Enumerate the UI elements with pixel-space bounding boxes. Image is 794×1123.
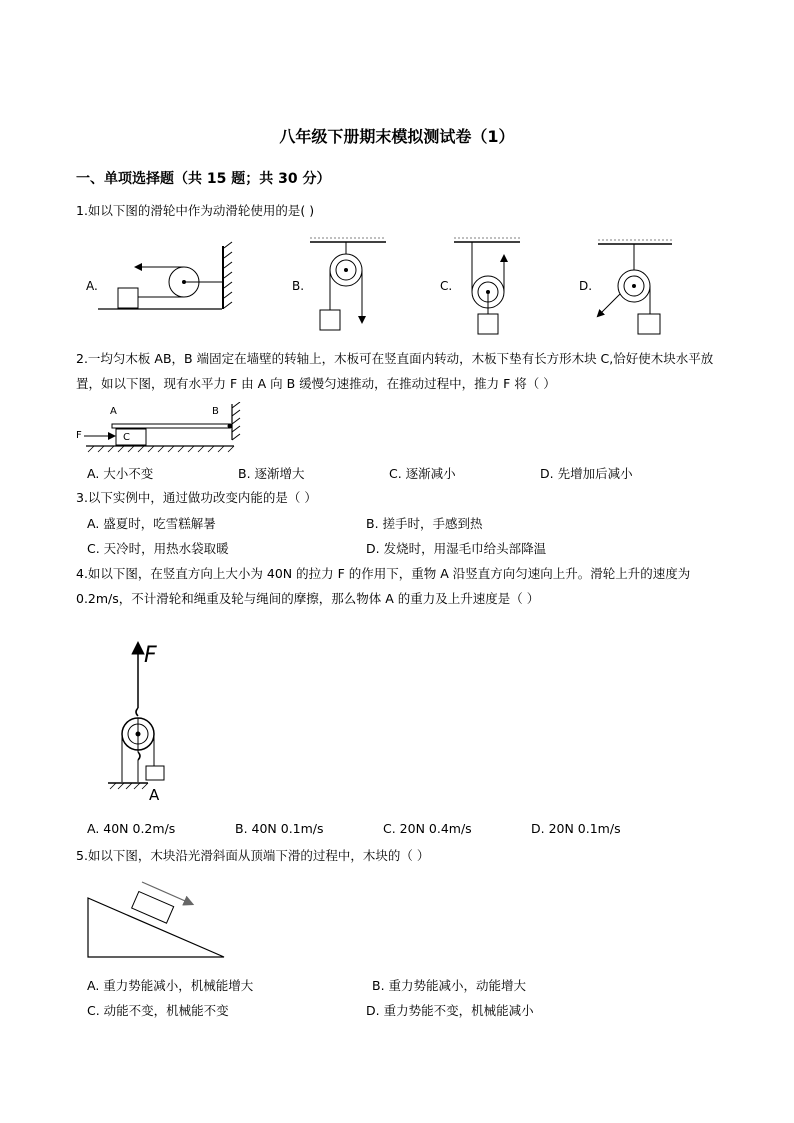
label-b: B (212, 406, 219, 417)
label-c: C (123, 432, 130, 443)
page-title: 八年级下册期末模拟测试卷（1） (279, 127, 515, 146)
question-4-figure (104, 640, 194, 804)
q2-option-c[interactable]: C. 逐渐减小 (389, 466, 456, 481)
figure-1a-label: A. (86, 279, 98, 293)
question-5-figure (84, 878, 234, 960)
question-5-stem: 5.如以下图，木块沿光滑斜面从顶端下滑的过程中，木块的（ ） (76, 848, 430, 863)
q2-option-b[interactable]: B. 逐渐增大 (238, 466, 305, 481)
q3-option-b[interactable]: B. 搓手时，手感到热 (366, 516, 483, 531)
question-4-stem: 4.如以下图，在竖直方向上大小为 40N 的拉力 F 的作用下，重物 A 沿竖直方向匀速向上升。滑轮上升的速度为 0.2m/s，不计滑轮和绳重及轮与绳间的摩擦，那么物体 A 的重力及上升速度是（ ） (76, 566, 691, 606)
label-f: F (76, 430, 82, 441)
question-2-stem: 2.一均匀木板 AB，B 端固定在墙壁的转轴上，木板可在竖直面内转动，木板下垫有长方形木块 C,恰好使木块水平放置，如以下图，现有水平力 F 由 A 向 B 缓慢匀速推动，在推动过程中，推力 F 将（ ） (76, 351, 714, 391)
figure-1d (579, 240, 672, 334)
figure-1d-label: D. (579, 279, 593, 293)
q2-option-d[interactable]: D. 先增加后减小 (540, 466, 633, 481)
label-a: A (110, 406, 117, 417)
q4-option-b[interactable]: B. 40N 0.1m/s (235, 821, 324, 836)
q5-option-c[interactable]: C. 动能不变，机械能不变 (87, 1003, 229, 1018)
q3-option-a[interactable]: A. 盛夏时，吃雪糕解暑 (87, 516, 216, 531)
question-3-stem: 3.以下实例中，通过做功改变内能的是（ ） (76, 490, 317, 505)
question-1-figure (76, 236, 676, 340)
figure-1c (440, 238, 520, 334)
figure-1c-label: C. (440, 279, 453, 293)
q5-option-d[interactable]: D. 重力势能不变，机械能减小 (366, 1003, 534, 1018)
figure-1b (292, 238, 386, 330)
q4-option-c[interactable]: C. 20N 0.4m/s (383, 821, 472, 836)
q4-option-d[interactable]: D. 20N 0.1m/s (531, 821, 621, 836)
q5-option-b[interactable]: B. 重力势能减小，动能增大 (372, 978, 527, 993)
label-f: F (144, 643, 157, 668)
q3-option-d[interactable]: D. 发烧时，用湿毛巾给头部降温 (366, 541, 547, 556)
figure-1a (86, 242, 232, 309)
question-1-stem: 1.如以下图的滑轮中作为动滑轮使用的是( ) (76, 203, 315, 218)
q4-option-a[interactable]: A. 40N 0.2m/s (87, 821, 176, 836)
question-2-figure (76, 402, 246, 458)
q3-option-c[interactable]: C. 天冷时，用热水袋取暖 (87, 541, 229, 556)
section-heading: 一、单项选择题（共 15 题；共 30 分） (76, 171, 331, 187)
label-a: A (149, 786, 160, 804)
figure-1b-label: B. (292, 279, 305, 293)
q5-option-a[interactable]: A. 重力势能减小，机械能增大 (87, 978, 254, 993)
q2-option-a[interactable]: A. 大小不变 (87, 466, 154, 481)
